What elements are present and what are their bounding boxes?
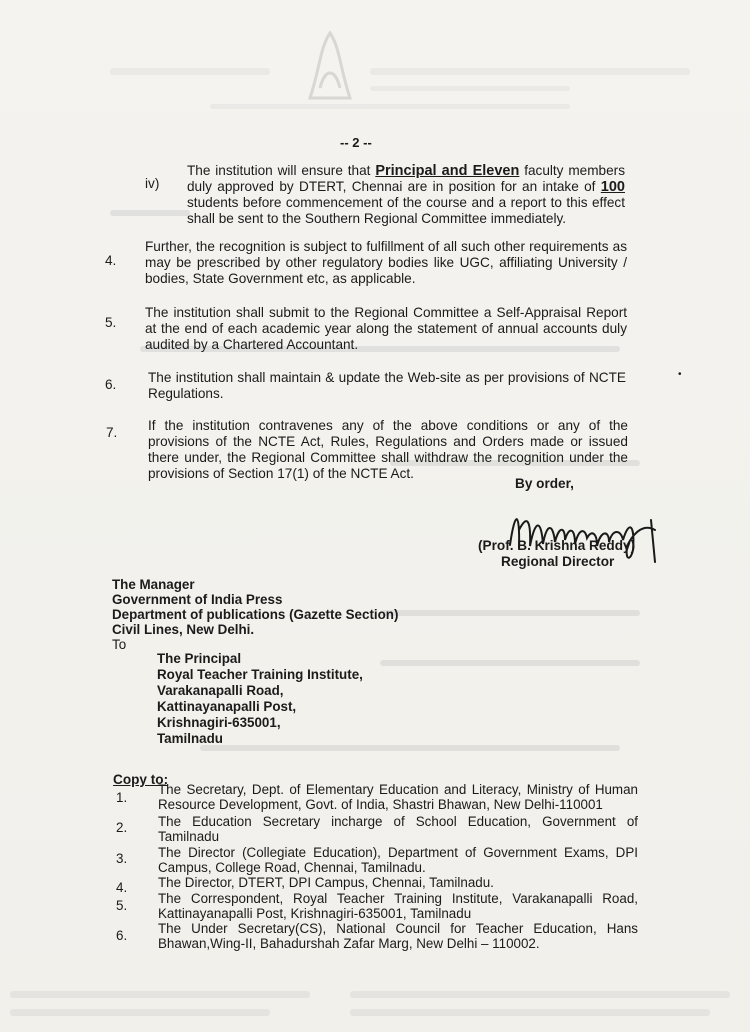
footer-watermark: [0, 985, 750, 1032]
press-address-line: Department of publications (Gazette Section): [112, 607, 399, 622]
recipient-line: Kattinayanapalli Post,: [157, 699, 297, 714]
letterhead-watermark: [90, 28, 710, 118]
condition-text: The institution shall submit to the Regional Committee a Self-Appraisal Report at the end of each academic year along the statement of annual accounts duly audited by a Chartered Accountant.: [145, 305, 627, 352]
condition-marker: 5.: [105, 315, 117, 330]
press-address-line: Civil Lines, New Delhi.: [112, 622, 255, 637]
condition-marker: 6.: [105, 377, 117, 392]
recipient-line: Krishnagiri-635001,: [157, 715, 281, 730]
condition-marker: iv): [145, 176, 160, 191]
recipient-line: The Principal: [157, 651, 242, 666]
intake-highlight: 100: [600, 179, 625, 195]
faculty-highlight: Principal and Eleven: [375, 163, 520, 179]
condition-marker: 7.: [106, 425, 118, 440]
recipient-line: Royal Teacher Training Institute,: [157, 667, 363, 682]
copy-item: The Director (Collegiate Education), Department of Government Exams, DPI Campus, College Road, Chennai, Tamilnadu.: [158, 845, 638, 875]
copy-marker: 4.: [116, 880, 128, 895]
copy-to-heading: Copy to:: [113, 772, 169, 787]
press-address-line: The Manager: [112, 577, 195, 592]
copy-marker: 5.: [116, 898, 128, 913]
condition-iv-text: The institution will ensure that Principal and Eleven faculty members duly approved by DTERT, Chennai are in position for an intake of 100 students before commencement of the course and a report to this effect shall be sent to the Southern Regional Committee immediately.: [187, 163, 626, 226]
signatory-title: Regional Director: [501, 554, 615, 569]
recipient-line: Varakanapalli Road,: [157, 683, 284, 698]
copy-marker: 6.: [116, 928, 128, 943]
to-label: To: [112, 637, 127, 652]
copy-item: The Secretary, Dept. of Elementary Education and Literacy, Ministry of Human Resource Development, Govt. of India, Shastri Bhawan, New Delhi-110001: [158, 782, 638, 812]
condition-text: The institution shall maintain & update the Web-site as per provisions of NCTE Regulations.: [148, 370, 626, 401]
recipient-line: Tamilnadu: [157, 731, 223, 746]
condition-marker: 4.: [105, 253, 117, 268]
signatory-name: (Prof. B. Krishna Reddy): [478, 538, 636, 553]
copy-item: The Correspondent, Royal Teacher Training Institute, Varakanapalli Road, Kattinayanapalli Post, Krishnagiri-635001, Tamilnadu: [158, 891, 638, 921]
condition-text: If the institution contravenes any of the above conditions or any of the provisions of the NCTE Act, Rules, Regulations and Orders made or issued there under, the Regional Committee shall withdraw the recognition under the provisions of Section 17(1) of the NCTE Act.: [148, 418, 628, 481]
copy-item: The Director, DTERT, DPI Campus, Chennai, Tamilnadu.: [158, 875, 494, 890]
by-order-label: By order,: [515, 476, 574, 491]
copy-item: The Under Secretary(CS), National Council for Teacher Education, Hans Bhawan,Wing-II, Bahadurshah Zafar Marg, New Delhi – 110002.: [158, 921, 638, 951]
condition-text: Further, the recognition is subject to fulfillment of all such other requirements as may be prescribed by other regulatory bodies like UGC, affiliating University / bodies, State Government etc, as applicable.: [145, 239, 627, 286]
copy-marker: 1.: [116, 790, 128, 805]
copy-marker: 3.: [116, 851, 128, 866]
stray-mark: •: [678, 369, 682, 380]
copy-marker: 2.: [116, 820, 128, 835]
page-number: -- 2 --: [340, 135, 372, 150]
press-address-line: Government of India Press: [112, 592, 283, 607]
copy-item: The Education Secretary incharge of School Education, Government of Tamilnadu: [158, 814, 638, 844]
ncte-logo-icon: [300, 28, 360, 108]
